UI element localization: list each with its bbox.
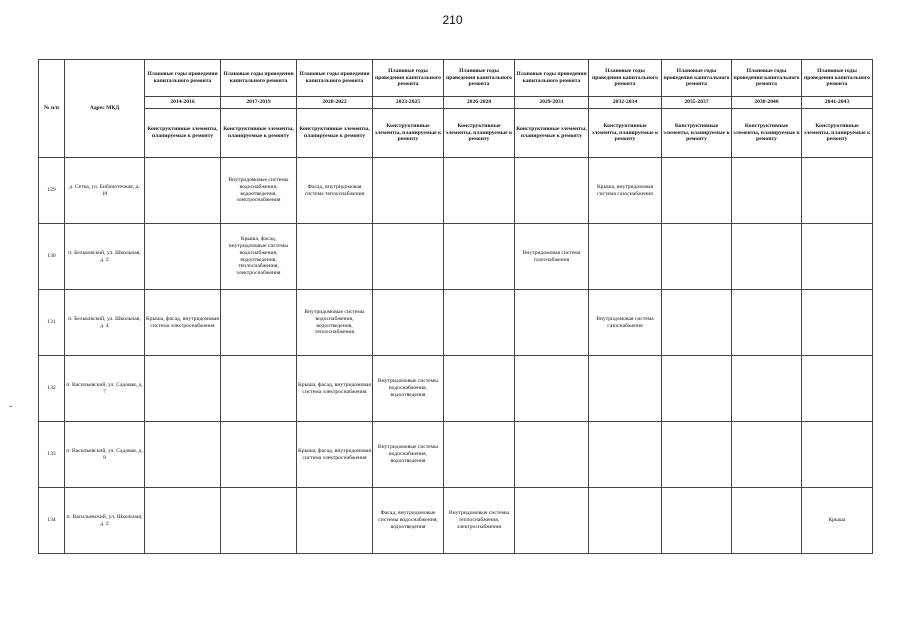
header-elements: Конструктивные элементы, планируемые к ремонту (221, 109, 297, 158)
header-plan-label: Плановые годы проведения капитального ремонта (589, 60, 662, 97)
repair-cell (515, 356, 589, 422)
repair-cell (515, 422, 589, 488)
header-plan-label: Плановые годы проведения капитального ремонта (662, 60, 732, 97)
repair-cell (589, 224, 662, 290)
repair-cell (444, 158, 515, 224)
header-num: № п/п (39, 60, 65, 158)
repair-cell (589, 488, 662, 554)
repair-cell: Внутридомовые системы водоснабжения, водоотведения, теплоснабжения (297, 290, 373, 356)
repair-cell: Крыша, фасад, внутридомовая система электроснабжения (297, 356, 373, 422)
repair-cell: Внутридомовые системы водоснабжения, водоотведения (373, 356, 444, 422)
row-address: д. Сетка, ул. Библиотечная, д. 10 (65, 158, 145, 224)
header-year: 2029-2031 (515, 97, 589, 109)
header-plan-label: Плановые годы проведения капитального ремонта (297, 60, 373, 97)
repair-cell (589, 356, 662, 422)
repair-cell (732, 422, 802, 488)
repair-cell (732, 224, 802, 290)
row-number: 133 (39, 422, 65, 488)
header-year: 2038-2040 (732, 97, 802, 109)
repair-cell: Крыша, фасад, внутридомовая система электроснабжения (145, 290, 221, 356)
header-year: 2032-2034 (589, 97, 662, 109)
header-elements: Конструктивные элементы, планируемые к ремонту (732, 109, 802, 158)
repair-cell (515, 488, 589, 554)
header-plan-label: Плановые годы проведения капитального ремонта (732, 60, 802, 97)
header-elements: Конструктивные элементы, планируемые к ремонту (297, 109, 373, 158)
repair-cell: Внутридомовая система газоснабжения (589, 290, 662, 356)
repair-cell (802, 158, 873, 224)
header-elements: Конструктивные элементы, планируемые к ремонту (373, 109, 444, 158)
header-plan-label: Плановые годы проведения капитального ремонта (802, 60, 873, 97)
repair-cell (221, 356, 297, 422)
repair-cell (221, 422, 297, 488)
repair-cell: Внутридомовая система газоснабжения (515, 224, 589, 290)
table-row (39, 290, 873, 356)
row-number: 130 (39, 224, 65, 290)
repair-cell (662, 422, 732, 488)
repair-cell (802, 290, 873, 356)
header-year: 2014-2016 (145, 97, 221, 109)
header-elements: Конструктивные элементы, планируемые к ремонту (515, 109, 589, 158)
repair-cell (662, 224, 732, 290)
table-row (39, 158, 873, 224)
repair-cell: Фасад, внутридомовая система теплоснабжения (297, 158, 373, 224)
table-row (39, 224, 873, 290)
header-year: 2020-2022 (297, 97, 373, 109)
repair-cell (732, 488, 802, 554)
repair-cell (373, 224, 444, 290)
repair-cell (444, 290, 515, 356)
repair-cell: Внутридомовые системы водоснабжения, водоотведения (373, 422, 444, 488)
row-number: 131 (39, 290, 65, 356)
repair-cell (662, 488, 732, 554)
repair-cell (802, 356, 873, 422)
repair-cell (515, 158, 589, 224)
repair-cell (297, 224, 373, 290)
header-elements: Конструктивные элементы, планируемые к ремонту (662, 109, 732, 158)
repair-cell (662, 158, 732, 224)
header-elements: Конструктивные элементы, планируемые к ремонту (444, 109, 515, 158)
repair-cell (589, 422, 662, 488)
row-address: п. Бельковский, ул. Школьная, д. 4 (65, 290, 145, 356)
header-year: 2023-2025 (373, 97, 444, 109)
repair-cell (145, 224, 221, 290)
header-elements: Конструктивные элементы, планируемые к ремонту (802, 109, 873, 158)
repair-cell (802, 224, 873, 290)
capital-repair-table (38, 59, 873, 554)
repair-cell: Внутридомовые системы теплоснабжения, электроснабжения (444, 488, 515, 554)
header-year: 2026-2028 (444, 97, 515, 109)
repair-cell: Внутридомовые системы водоснабжения, водоотведения, электроснабжения (221, 158, 297, 224)
table-row (39, 422, 873, 488)
row-address: п. Васильевский, ул. Садовая, д. 7 (65, 356, 145, 422)
repair-cell (297, 488, 373, 554)
header-plan-label: Плановые годы проведения капитального ремонта (373, 60, 444, 97)
table-row (39, 356, 873, 422)
repair-cell (662, 356, 732, 422)
repair-cell (145, 488, 221, 554)
row-address: п. Васильевский, ул. Школьная, д. 2 (65, 488, 145, 554)
header-year: 2017-2019 (221, 97, 297, 109)
header-address: Адрес МКД (65, 60, 145, 158)
repair-cell (221, 290, 297, 356)
repair-cell (662, 290, 732, 356)
repair-cell (145, 356, 221, 422)
repair-cell (444, 356, 515, 422)
repair-cell (515, 290, 589, 356)
repair-cell (732, 356, 802, 422)
repair-cell (373, 290, 444, 356)
row-address: п. Бельковский, ул. Школьная, д. 2 (65, 224, 145, 290)
repair-cell (732, 158, 802, 224)
repair-cell (732, 290, 802, 356)
header-elements: Конструктивные элементы, планируемые к ремонту (589, 109, 662, 158)
header-year: 2035-2037 (662, 97, 732, 109)
repair-cell: Крыша (802, 488, 873, 554)
row-address: п. Васильевский, ул. Садовая, д. 8 (65, 422, 145, 488)
header-plan-label: Плановые годы проведения капитального ремонта (515, 60, 589, 97)
row-number: 129 (39, 158, 65, 224)
repair-cell (221, 488, 297, 554)
header-elements: Конструктивные элементы, планируемые к ремонту (145, 109, 221, 158)
scan-artifact (9, 406, 12, 407)
header-plan-label: Плановые годы проведения капитального ремонта (221, 60, 297, 97)
header-plan-label: Плановые годы проведения капитального ремонта (145, 60, 221, 97)
repair-cell: Крыша, внутридомовая система газоснабжения (589, 158, 662, 224)
repair-cell: Крыша, фасад, внутридомовые системы водоснабжения, водоотведения, теплоснабжения, электроснабжения (221, 224, 297, 290)
repair-cell (145, 422, 221, 488)
page-number: 210 (442, 13, 463, 27)
repair-cell (802, 422, 873, 488)
repair-cell (444, 422, 515, 488)
repair-cell (145, 158, 221, 224)
row-number: 132 (39, 356, 65, 422)
header-plan-label: Плановые годы проведения капитального ремонта (444, 60, 515, 97)
repair-cell: Фасад, внутридомовые системы водоснабжения, водоотведения (373, 488, 444, 554)
row-number: 134 (39, 488, 65, 554)
repair-cell (444, 224, 515, 290)
header-year: 2041-2043 (802, 97, 873, 109)
repair-cell: Крыша, фасад, внутридомовая система электроснабжения (297, 422, 373, 488)
table-row (39, 488, 873, 554)
repair-cell (373, 158, 444, 224)
